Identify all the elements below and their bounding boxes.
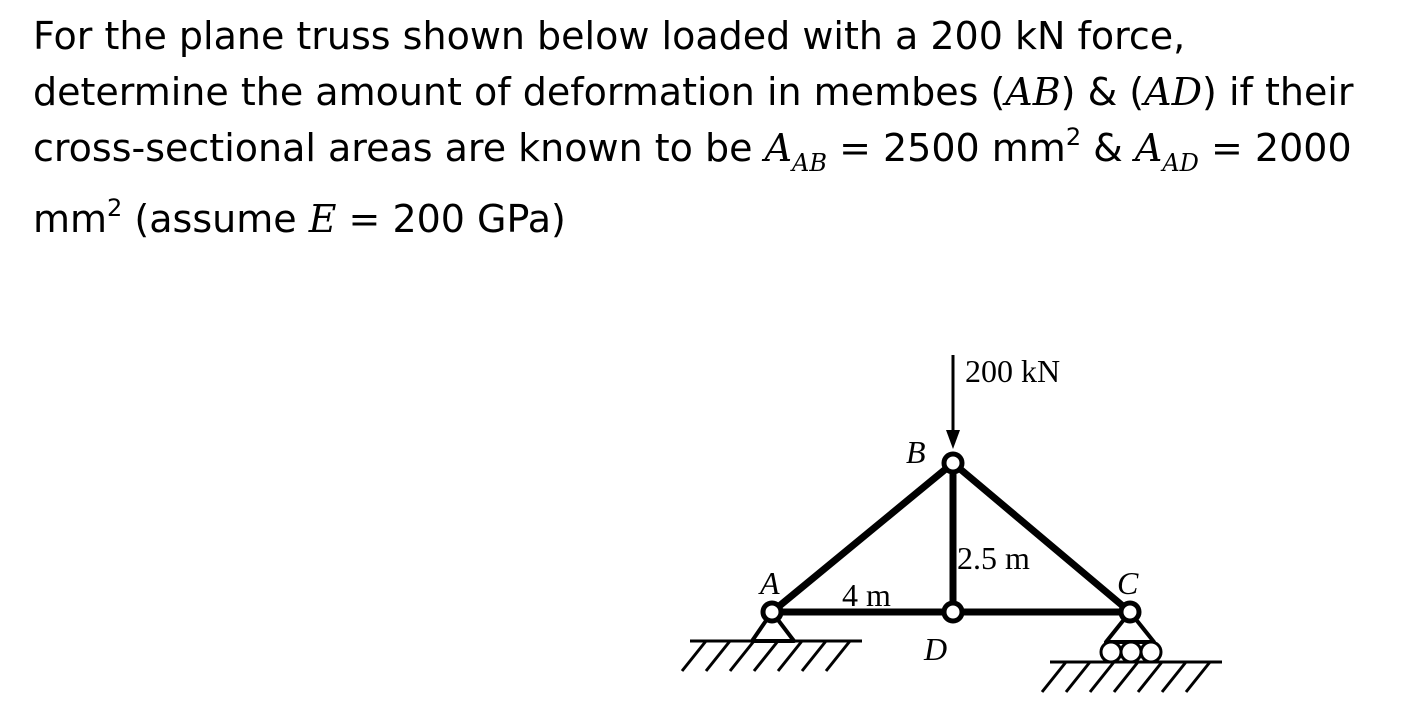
member-bc-bar [953, 463, 1130, 612]
member-ad: AD [1144, 70, 1203, 114]
joint-a [763, 603, 781, 621]
roller-1 [1101, 642, 1121, 662]
dimension-horizontal: 4 m [842, 577, 891, 613]
node-label-b: B [906, 434, 926, 470]
node-label-a: A [760, 565, 780, 601]
equals-sign: = [826, 126, 883, 170]
load-label: 200 kN [965, 353, 1061, 389]
ground-hatch-left [682, 641, 862, 671]
modulus-value: 200 GPa [392, 197, 551, 241]
node-label-c: C [1117, 565, 1139, 601]
area-exponent-ab: 2 [1065, 123, 1082, 151]
problem-mid: ) if their cross-sectional areas are known to be [33, 70, 1354, 170]
roller-2 [1121, 642, 1141, 662]
member-ab: AB [1005, 70, 1061, 114]
area-symbol-ab: A [764, 126, 793, 170]
equals-sign: = [336, 197, 393, 241]
area-symbol-ad: A [1134, 126, 1163, 170]
ground-hatch-right [1042, 662, 1222, 692]
assume-close: ) [551, 197, 566, 241]
node-label-d: D [924, 631, 948, 667]
ampersand: & [1081, 126, 1135, 170]
dimension-vertical: 2.5 m [957, 540, 1030, 576]
joint-c [1121, 603, 1139, 621]
area-exponent-ad: 2 [107, 194, 123, 222]
area-subscript-ab: AB [792, 149, 827, 177]
equals-sign: = [1198, 126, 1255, 170]
area-subscript-ad: AD [1162, 149, 1199, 177]
load-arrow [946, 355, 960, 449]
area-value-ab: 2500 mm [882, 126, 1066, 170]
roller-support-c [1042, 612, 1222, 692]
problem-intro: For the plane truss shown below loaded with a 200 kN force, determine the amount of deformation in membes ( [33, 14, 1186, 114]
joint-d [944, 603, 962, 621]
area-value-ad: 2000 mm [33, 126, 1352, 241]
roller-3 [1141, 642, 1161, 662]
modulus-symbol: E [308, 197, 337, 241]
assume-open: (assume [122, 197, 309, 241]
and-open: ) & ( [1060, 70, 1145, 114]
joint-b [944, 454, 962, 472]
